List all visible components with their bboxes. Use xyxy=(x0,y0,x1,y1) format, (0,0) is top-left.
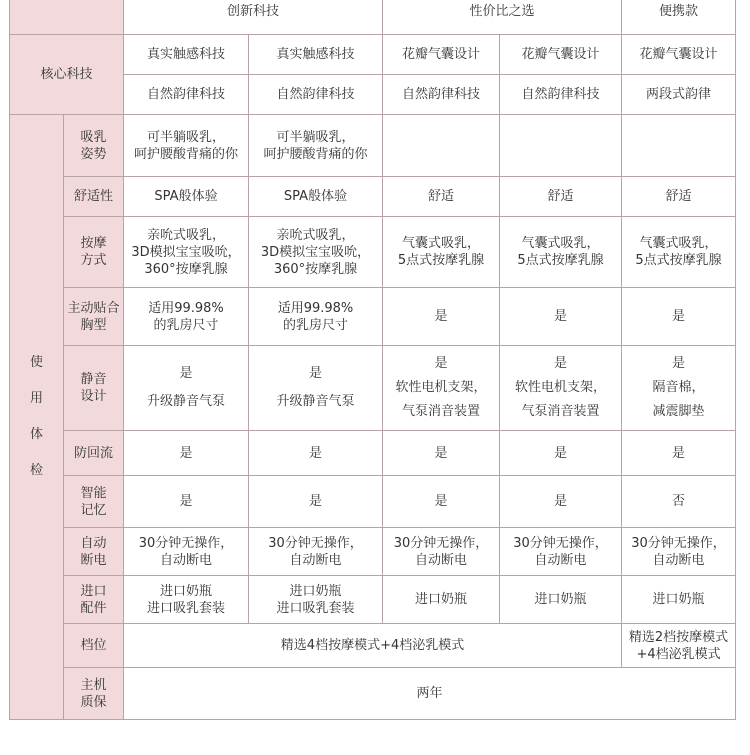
value-cell xyxy=(500,431,622,476)
cell-line: 气囊式吸乳， xyxy=(521,236,600,251)
value-cell xyxy=(500,177,622,217)
value-cell xyxy=(622,217,736,288)
cell-line: 360°按摩乳腺 xyxy=(144,261,228,277)
core-tech-cell: 自然韵律科技 xyxy=(124,75,249,115)
product-comparison-table xyxy=(9,0,736,720)
cell-line: 是 xyxy=(434,494,448,509)
cell-line: 是 xyxy=(434,309,448,324)
value-cell xyxy=(249,177,383,217)
usage-row xyxy=(10,115,736,177)
value-cell xyxy=(383,177,500,217)
row-label xyxy=(64,624,124,668)
core-tech-cell: 自然韵律科技 xyxy=(500,75,622,115)
value-cell xyxy=(124,115,249,177)
cell-line: 30分钟无操作， xyxy=(631,535,726,551)
value-cell xyxy=(622,346,736,431)
cell-line: 进口 xyxy=(80,583,107,599)
cell-line: 自动断电 xyxy=(159,552,212,568)
cell-line: 是 xyxy=(672,309,686,324)
cell-line: 是 xyxy=(554,356,568,371)
cell-line: 防回流 xyxy=(73,445,113,461)
cell-line: SPA般体验 xyxy=(154,189,218,204)
cell-line: 亲吮式吸乳， xyxy=(146,227,225,243)
value-cell xyxy=(500,528,622,576)
cell-line: 是 xyxy=(179,445,193,461)
value-cell xyxy=(383,115,500,177)
cell-line: 气囊式吸乳， xyxy=(639,236,718,251)
header-innovation: 创新科技 xyxy=(124,0,383,35)
cell-line: 静音 xyxy=(80,372,107,387)
cell-line: 呵护腰酸背痛的你 xyxy=(133,146,238,162)
cell-line: 进口吸乳套装 xyxy=(146,600,225,616)
value-cell xyxy=(124,476,249,528)
cell-line: 进口奶瓶 xyxy=(534,592,587,607)
cell-line: 是 xyxy=(309,366,323,381)
cell-line: 舒适 xyxy=(428,189,455,204)
core-tech-cell: 自然韵律科技 xyxy=(383,75,500,115)
value-cell xyxy=(249,431,383,476)
header-corner xyxy=(10,0,124,35)
row-label xyxy=(64,576,124,624)
core-tech-cell: 花瓣气囊设计 xyxy=(383,35,500,75)
row-label xyxy=(64,288,124,346)
cell-line: 是 xyxy=(434,445,448,461)
value-cell xyxy=(124,177,249,217)
cell-line: 进口吸乳套装 xyxy=(276,600,355,616)
cell-line: 是 xyxy=(672,445,686,461)
cell-line: 方式 xyxy=(80,253,107,268)
gear-row xyxy=(10,624,736,668)
value-cell xyxy=(249,115,383,177)
cell-line: 舒适 xyxy=(547,189,574,204)
cell-line: 配件 xyxy=(80,600,107,616)
cell-line: 自动 xyxy=(80,535,107,551)
cell-line: 档位 xyxy=(80,638,107,653)
core-tech-cell: 花瓣气囊设计 xyxy=(622,35,736,75)
cell-line: 适用99.98% xyxy=(148,300,224,316)
value-cell xyxy=(383,528,500,576)
cell-line: 亲吮式吸乳， xyxy=(276,227,355,243)
core-tech-cell: 两段式韵律 xyxy=(622,75,736,115)
cell-line: 舒适性 xyxy=(73,189,113,204)
value-cell xyxy=(124,346,249,431)
value-cell xyxy=(249,217,383,288)
cell-line: 质保 xyxy=(80,694,107,710)
row-label xyxy=(64,346,124,431)
value-cell xyxy=(124,528,249,576)
header-portable: 便携款 xyxy=(622,0,736,35)
cell-line: 30分钟无操作， xyxy=(268,535,363,551)
core-tech-row-1 xyxy=(10,35,736,75)
cell-line: 精选2档按摩模式 xyxy=(628,629,729,645)
cell-line: 的乳房尺寸 xyxy=(283,317,349,333)
cell-line: 隔音棉， xyxy=(652,380,705,395)
cell-line: 30分钟无操作， xyxy=(393,535,489,551)
usage-row xyxy=(10,177,736,217)
cell-line: 可半躺吸乳， xyxy=(146,129,225,145)
cell-line: 30分钟无操作， xyxy=(138,535,234,551)
cell-line: 否 xyxy=(672,494,686,509)
core-tech-cell: 真实触感科技 xyxy=(124,35,249,75)
cell-line: 的乳房尺寸 xyxy=(153,317,219,333)
value-cell xyxy=(500,476,622,528)
value-cell xyxy=(500,115,622,177)
header-value: 性价比之选 xyxy=(383,0,622,35)
cell-line: 自动断电 xyxy=(289,552,342,568)
cell-line: 进口奶瓶 xyxy=(289,583,342,599)
cell-line: 用 xyxy=(29,391,43,406)
usage-row xyxy=(10,217,736,288)
cell-line: 5点式按摩乳腺 xyxy=(635,253,722,268)
value-cell xyxy=(249,346,383,431)
usage-section-label xyxy=(10,115,64,720)
value-cell xyxy=(622,528,736,576)
usage-row xyxy=(10,476,736,528)
cell-line: 姿势 xyxy=(80,146,107,162)
value-cell xyxy=(500,576,622,624)
cell-line: 进口奶瓶 xyxy=(159,583,212,599)
cell-line: 可半躺吸乳， xyxy=(276,129,355,145)
row-label xyxy=(64,115,124,177)
cell-line: 360°按摩乳腺 xyxy=(273,261,358,277)
cell-line: 软性电机支架， xyxy=(395,380,487,395)
cell-line: 使 xyxy=(29,355,43,370)
usage-row xyxy=(10,528,736,576)
row-label xyxy=(64,177,124,217)
cell-line: 是 xyxy=(179,494,193,509)
warranty-value-cell: 两年 xyxy=(124,668,736,720)
value-cell xyxy=(500,217,622,288)
value-cell xyxy=(622,115,736,177)
cell-line: 气泵消音装置 xyxy=(521,404,600,419)
core-tech-cell: 花瓣气囊设计 xyxy=(500,35,622,75)
value-cell xyxy=(383,476,500,528)
value-cell xyxy=(622,476,736,528)
gear-merged-cell: 精选4档按摩模式+4档泌乳模式 xyxy=(124,624,622,668)
value-cell xyxy=(500,288,622,346)
cell-line: 主机 xyxy=(80,677,107,693)
cell-line: 气囊式吸乳， xyxy=(402,236,481,251)
value-cell xyxy=(383,576,500,624)
cell-line: 是 xyxy=(434,356,448,371)
value-cell xyxy=(249,476,383,528)
cell-line: 是 xyxy=(179,366,193,381)
value-cell xyxy=(383,346,500,431)
cell-line: 5点式按摩乳腺 xyxy=(517,253,604,268)
value-cell xyxy=(622,576,736,624)
cell-line: 适用99.98% xyxy=(277,300,354,316)
value-cell xyxy=(124,288,249,346)
cell-line: 升级静音气泵 xyxy=(146,394,225,409)
cell-line: 记忆 xyxy=(80,502,107,518)
cell-line: 自动断电 xyxy=(652,552,705,568)
gear-last-cell xyxy=(622,624,736,668)
cell-line: 自动断电 xyxy=(415,552,468,568)
cell-line: 是 xyxy=(554,445,568,461)
cell-line: 按摩 xyxy=(80,236,107,251)
value-cell xyxy=(622,177,736,217)
cell-line: 进口奶瓶 xyxy=(415,592,468,607)
cell-line: 是 xyxy=(309,445,323,461)
cell-line: 气泵消音装置 xyxy=(402,404,481,419)
core-tech-label: 核心科技 xyxy=(10,35,124,115)
cell-line: 自动断电 xyxy=(534,552,587,568)
cell-line: 舒适 xyxy=(665,189,692,204)
cell-line: 智能 xyxy=(80,485,107,501)
core-tech-cell: 自然韵律科技 xyxy=(249,75,383,115)
cell-line: 检 xyxy=(29,463,43,478)
usage-row xyxy=(10,346,736,431)
header-row xyxy=(10,0,736,35)
cell-line: SPA般体验 xyxy=(283,189,348,204)
warranty-row xyxy=(10,668,736,720)
cell-line: 5点式按摩乳腺 xyxy=(397,253,485,268)
cell-line: 软性电机支架， xyxy=(515,380,607,395)
cell-line: 3D模拟宝宝吸吮， xyxy=(131,244,241,260)
value-cell xyxy=(383,288,500,346)
value-cell xyxy=(622,431,736,476)
value-cell xyxy=(622,288,736,346)
cell-line: 是 xyxy=(672,356,686,371)
cell-line: 体 xyxy=(29,427,43,442)
row-label xyxy=(64,217,124,288)
value-cell xyxy=(249,528,383,576)
cell-line: 是 xyxy=(554,494,568,509)
row-label xyxy=(64,528,124,576)
cell-line: 断电 xyxy=(80,552,107,568)
cell-line: 30分钟无操作， xyxy=(513,535,608,551)
core-tech-cell: 真实触感科技 xyxy=(249,35,383,75)
value-cell xyxy=(383,431,500,476)
cell-line: +4档泌乳模式 xyxy=(636,646,721,662)
value-cell xyxy=(124,217,249,288)
cell-line: 吸乳 xyxy=(80,129,107,145)
row-label xyxy=(64,431,124,476)
value-cell xyxy=(249,288,383,346)
usage-row xyxy=(10,576,736,624)
cell-line: 3D模拟宝宝吸吮， xyxy=(260,244,371,260)
row-label xyxy=(64,476,124,528)
cell-line: 进口奶瓶 xyxy=(652,592,705,607)
cell-line: 呵护腰酸背痛的你 xyxy=(263,146,368,162)
usage-row xyxy=(10,288,736,346)
value-cell xyxy=(500,346,622,431)
cell-line: 设计 xyxy=(80,389,107,404)
cell-line: 减震脚垫 xyxy=(652,404,705,419)
usage-row xyxy=(10,431,736,476)
row-label xyxy=(64,668,124,720)
cell-line: 是 xyxy=(554,309,568,324)
cell-line: 胸型 xyxy=(80,317,107,333)
cell-line: 是 xyxy=(309,494,323,509)
value-cell xyxy=(124,431,249,476)
value-cell xyxy=(383,217,500,288)
cell-line: 主动贴合 xyxy=(67,300,120,316)
value-cell xyxy=(249,576,383,624)
cell-line: 升级静音气泵 xyxy=(276,394,355,409)
value-cell xyxy=(124,576,249,624)
